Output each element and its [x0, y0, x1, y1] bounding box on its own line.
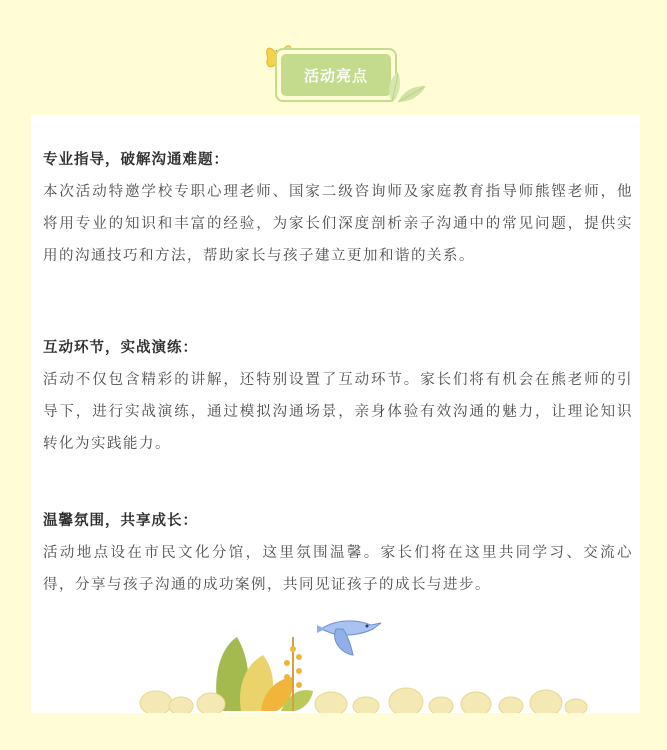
leaves-icon	[384, 64, 430, 104]
section-header	[0, 0, 667, 115]
section-title: 专业指导，破解沟通难题：	[43, 152, 229, 168]
highlight-section-interactive	[43, 332, 633, 460]
badge-label: 活动亮点	[281, 54, 391, 96]
section-title: 互动环节，实战演练：	[43, 340, 198, 356]
scenery-illustration	[31, 607, 640, 717]
highlight-section-atmosphere	[43, 505, 633, 601]
plants-illustration	[216, 637, 313, 711]
content-card	[31, 115, 640, 717]
section-body: 活动不仅包含精彩的讲解，还特别设置了互动环节。家长们将有机会在熊老师的引导下，进行实战演练，通过模拟沟通场景，亲身体验有效沟通的魅力，让理论知识转化为实践能力。	[43, 372, 633, 452]
highlight-section-professional	[43, 144, 633, 272]
bird-icon	[317, 621, 381, 655]
section-title: 温馨氛围，共享成长：	[43, 513, 198, 529]
section-body: 本次活动特邀学校专职心理老师、国家二级咨询师及家庭教育指导师熊铿老师，他将用专业的知识和丰富的经验，为家长们深度剖析亲子沟通中的常见问题，提供实用的沟通技巧和方法，帮助家长与孩子建立更加和谐的关系。	[43, 184, 633, 264]
section-body: 活动地点设在市民文化分馆，这里氛围温馨。家长们将在这里共同学习、交流心得，分享与孩子沟通的成功案例，共同见证孩子的成长与进步。	[43, 545, 633, 593]
rocks-illustration	[140, 688, 587, 716]
highlight-badge	[275, 48, 397, 102]
